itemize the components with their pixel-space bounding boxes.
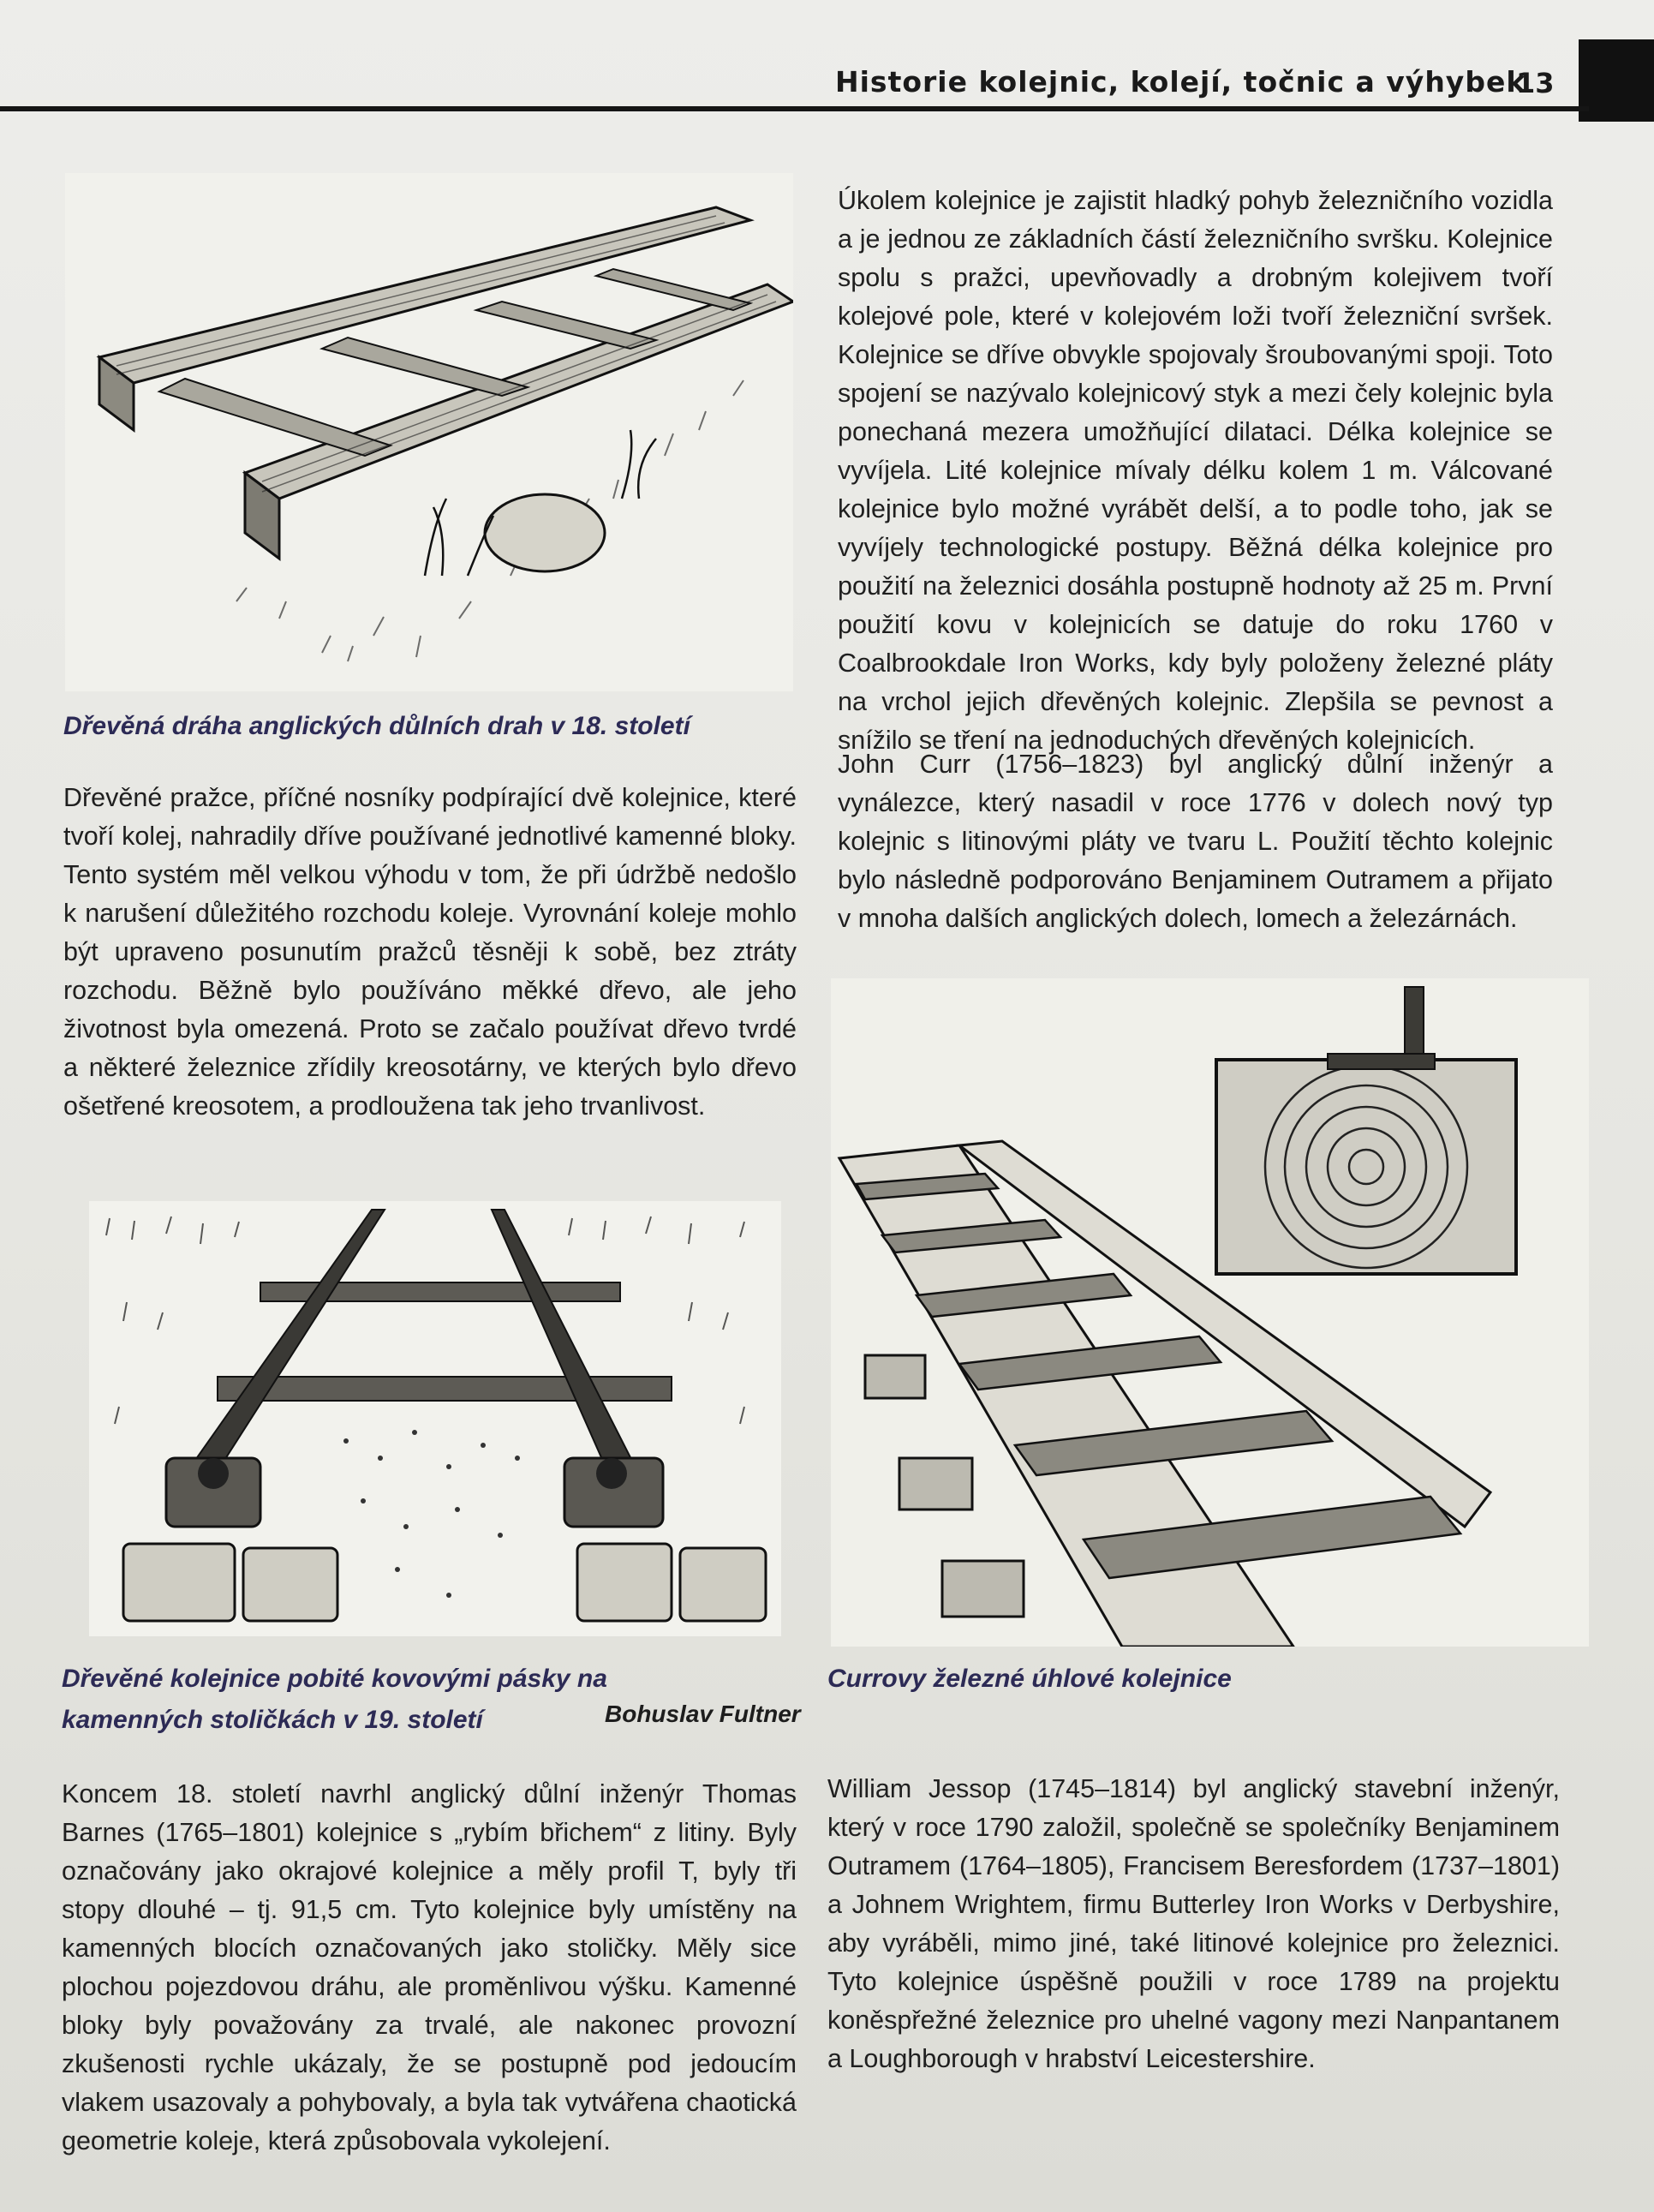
paragraph-rail-purpose: Úkolem kolejnice je zajistit hladký pohyb železničního vozidla a je jednou ze základních částí železničního svršku. Kolejnice spolu s pražci, upevňovadly a drobným kolejivem tvoří kolejové pole, které v kolejovém loži tvoří železniční svršek. Kolejnice se dříve obvykle spojovaly šroubovanými spoji. Toto spojení se nazývalo kolejnicový styk a mezi čely kolejnic byla ponechaná mezera umožňující dilataci. Délka kolejnice se vyvíjela. Lité kolejnice mívaly délku kolem 1 m. Válcované kolejnice bylo možné vyrábět delší, a to podle toho, jak se vyvíjely technologické postupy. Běžná délka kolejnice pro použití na železnici dosáhla postupně hodnoty až 25 m. První použití kovu v kolejnicích se datuje do roku 1760 v Coalbrookdale Iron Works, kdy byly položeny železné pláty na vrchol jejich dřevěných kolejnic. Zlepšila se pevnost a snížilo se tření na jednoduchých dřevěných kolejnicích. (838, 186, 1553, 755)
figure-caption-curr-rail: Currovy železné úhlové kolejnice (827, 1665, 1232, 1693)
paragraph-william-jessop: William Jessop (1745–1814) byl anglický stavební inženýr, který v roce 1790 založil, společně se společníky Benjaminem Outramem (1764–1805), Francisem Beresfordem (1737–1801) a Johnem Wrightem, firmu Butterley Iron Works v Derbyshire, aby vyráběli, mimo jiné, také litinové kolejnice pro železnici. Tyto kolejnice úspěšně použili v roce 1789 na projektu koněspřežné železnice pro uhelné vagony mezi Nanpantanem a Loughborough v hrabství Leicestershire. (827, 1774, 1560, 2073)
figure-caption-stone-block-track: Dřevěné kolejnice pobité kovovými pásky na kamenných stoličkách v 19. století (62, 1665, 607, 1734)
stone-block-track-illustration (89, 1201, 781, 1636)
figure-caption-wooden-track: Dřevěná dráha anglických důlních drah v 18. století (63, 712, 690, 740)
header-rule (0, 106, 1589, 111)
wooden-track-illustration (65, 173, 793, 691)
page-number: 13 (1516, 67, 1555, 99)
running-header-title: Historie kolejnic, kolejí, točnic a výhybek (835, 65, 1526, 99)
page-corner-tab (1579, 39, 1654, 122)
paragraph-john-curr: John Curr (1756–1823) byl anglický důlní inženýr a vynálezce, který nasadil v roce 1776 v dolech nový typ kolejnic s litinovými pláty ve tvaru L. Použití těchto kolejnic bylo následně podporováno Benjaminem Outramem a přijato v mnoha dalších anglických dolech, lomech a železárnách. (838, 750, 1553, 933)
paragraph-thomas-barnes: Koncem 18. století navrhl anglický důlní inženýr Thomas Barnes (1765–1801) kolejnice s „rybím břichem“ z litiny. Byly označovány jako okrajové kolejnice a měly profil T, byly tři stopy dlouhé – tj. 91,5 cm. Tyto kolejnice byly umístěny na kamenných blocích označovaných jako stoličky. Měly sice plochou pojezdovou dráhu, ale proměnlivou výšku. Kamenné bloky byly považovány za trvalé, ale nakonec provozní zkušenosti rychle ukázaly, že se postupně pod jedoucím vlakem usazovaly a pohybovaly, a byla tak vytvářena chaotická geometrie koleje, která způsobovala vykolejení. (62, 1779, 797, 2155)
curr-angle-rail-illustration (831, 978, 1589, 1647)
paragraph-sleepers: Dřevěné pražce, příčné nosníky podpírající dvě kolejnice, které tvoří kolej, nahradily dříve používané jednotlivé kamenné bloky. Tento systém měl velkou výhodu v tom, že při údržbě nedošlo k narušení důležitého rozchodu koleje. Vyrovnání koleje mohlo být upraveno posunutím pražců těsněji k sobě, bez ztráty rozchodu. Běžně bylo používáno měkké dřevo, ale jeho životnost byla omezená. Proto se začalo používat dřevo tvrdé a některé železnice zřídily kreosotárny, ve kterých bylo dřevo ošetřené kreosotem, a prodloužena tak jeho trvanlivost. (63, 783, 797, 1121)
figure-credit-fultner: Bohuslav Fultner (605, 1701, 801, 1727)
